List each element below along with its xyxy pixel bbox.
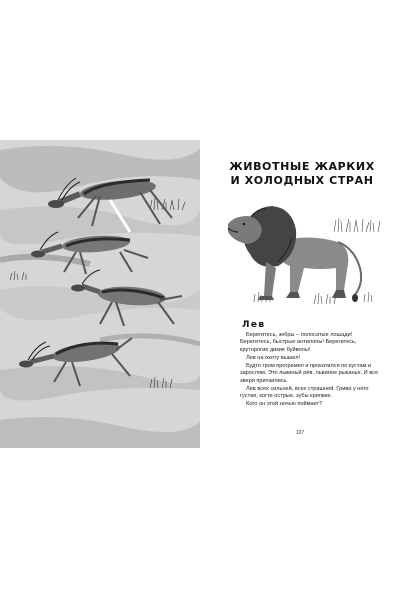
page-number: 107 — [295, 430, 305, 436]
story-paragraph: Лев на охоту вышел! — [246, 354, 301, 361]
story-text — [240, 332, 380, 409]
story-paragraph: Кого он этой ночью поймает? — [246, 401, 323, 408]
story-paragraph: Берегитесь, зебры – полосатые лошади! Берегитесь, быстрые антилопы! Берегитесь, круторогие дикие буйволы! — [240, 332, 357, 353]
page-title — [212, 160, 392, 188]
page-title-line: ЖИВОТНЫЕ ЖАРКИХ — [229, 160, 375, 173]
antelope-illustration-page — [0, 140, 200, 448]
antelope-illustration — [0, 140, 200, 448]
story-title: Лев — [242, 320, 266, 330]
lion-illustration — [214, 192, 394, 310]
book-spread — [0, 140, 400, 448]
story-paragraph: Будто гром прогремел и прокатился по кустам и зарослям. Это львиный рёв, львиное рыканье. И все звери притаились. — [240, 362, 379, 384]
story-paragraph: Лев всех сильней, всех страшней. Грива у него густая, когти острые, зубы крепкие. — [240, 385, 369, 400]
page-title-line: И ХОЛОДНЫХ СТРАН — [230, 174, 374, 187]
text-page — [200, 140, 400, 448]
